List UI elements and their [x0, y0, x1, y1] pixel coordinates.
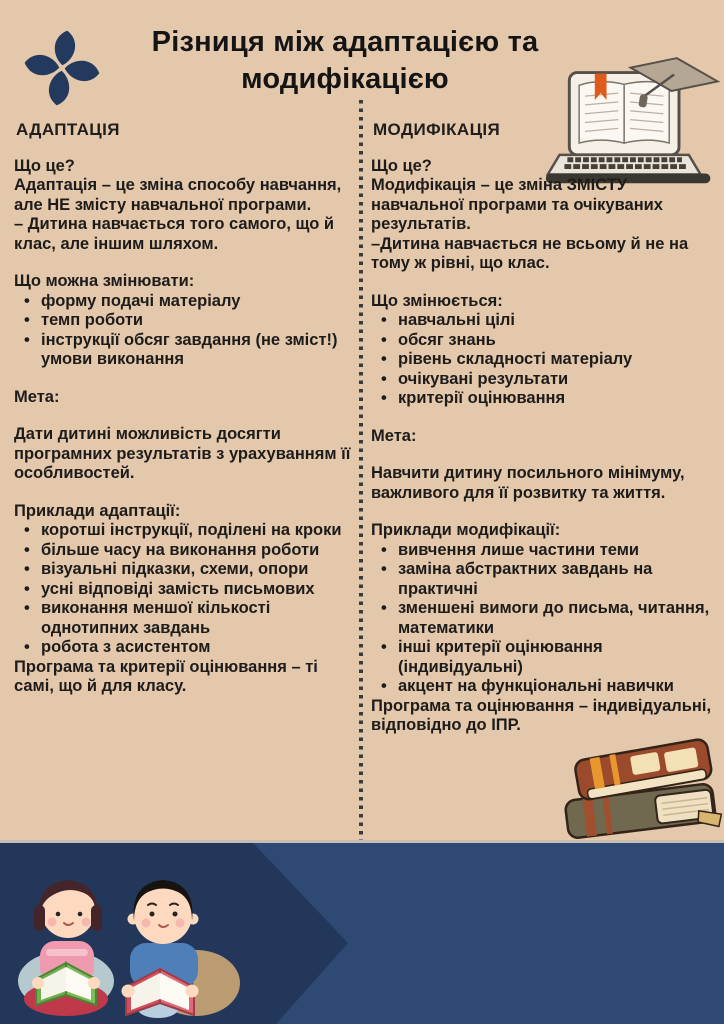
- bullet-item: • акцент на функціональні навички: [379, 677, 718, 697]
- column-adaptation: [14, 120, 354, 697]
- bullet-item: • інші критерії оцінювання (індивідуальні): [379, 638, 718, 677]
- page-title-line2: модифікацією: [241, 63, 449, 95]
- bullet-item: • форму подачі матеріалу: [22, 292, 354, 312]
- bullet-item: • зменшені вимоги до письма, читання, математики: [379, 599, 718, 638]
- text-line: – Дитина навчається того самого, що й клас, але іншим шляхом.: [14, 215, 335, 253]
- text-line: Мета:: [371, 426, 417, 445]
- text-line: Що це?: [371, 156, 432, 175]
- column-divider: [359, 100, 363, 843]
- bullet-item: • робота з асистентом: [22, 638, 354, 658]
- text-line: Що можна змінювати:: [14, 272, 195, 290]
- text-line: Приклади модифікації:: [371, 521, 561, 539]
- spacer: [371, 274, 718, 292]
- spacer: [371, 503, 718, 521]
- column-adaptation-body: [14, 157, 354, 697]
- column-adaptation-header: АДАПТАЦІЯ: [16, 120, 120, 139]
- text-line: Програма та оцінювання – індивідуальні, відповідно до ІПР.: [371, 696, 712, 734]
- text-line: Мета:: [14, 387, 60, 406]
- bullet-item: • заміна абстрактних завдань на практичні: [379, 560, 718, 599]
- bullet-item: • інструкції обсяг завдання (не зміст!) умови виконання: [22, 331, 354, 370]
- bullet-item: • очікувані результати: [379, 370, 718, 390]
- bullet-item: • коротші інструкції, поділені на кроки: [22, 521, 354, 541]
- bullet-list: [14, 521, 354, 658]
- text-line: Що це?: [14, 156, 75, 175]
- text-line: Модифікація – це зміна ЗМІСТУ навчальної програми та очікуваних результатів.: [371, 176, 663, 233]
- page-title: [95, 24, 595, 98]
- bullet-item: • усні відповіді замість письмових: [22, 580, 354, 600]
- bullet-list: [371, 311, 718, 409]
- column-modification: [371, 120, 718, 736]
- spacer: [14, 484, 354, 502]
- text-line: Навчити дитину посильного мінімуму, важливого для її розвитку та життя.: [371, 464, 685, 502]
- text-line: Приклади адаптації:: [14, 501, 181, 520]
- column-modification-body: [371, 157, 718, 736]
- text-line: Адаптація – це зміна способу навчання, але НЕ змісту навчальної програми.: [14, 176, 342, 214]
- bullet-item: • критерії оцінювання: [379, 389, 718, 409]
- spacer: [371, 446, 718, 464]
- books-stack-icon: [560, 738, 722, 842]
- spacer: [14, 407, 354, 425]
- bullet-item: • візуальні підказки, схеми, опори: [22, 560, 354, 580]
- bullet-item: • вивчення лише частини теми: [379, 541, 718, 561]
- spacer: [14, 370, 354, 388]
- text-line: Програма та критерії оцінювання – ті самі, що й для класу.: [14, 657, 318, 695]
- bullet-list: [14, 292, 354, 370]
- bullet-item: • навчальні цілі: [379, 311, 718, 331]
- bullet-list: [371, 541, 718, 697]
- bullet-item: • рівень складності матеріалу: [379, 350, 718, 370]
- bullet-item: • обсяг знань: [379, 331, 718, 351]
- bullet-item: • більше часу на виконання роботи: [22, 541, 354, 561]
- footer-band: [0, 843, 724, 1024]
- spacer: [14, 254, 354, 272]
- text-line: Що змінюється:: [371, 291, 503, 310]
- text-line: –Дитина навчається не всьому й не на тому ж рівні, що клас.: [371, 234, 689, 272]
- column-modification-header: МОДИФІКАЦІЯ: [373, 120, 501, 139]
- bullet-item: • виконання меншої кількості однотипних завдань: [22, 599, 354, 638]
- text-line: Дати дитині можливість досягти програмних результатів з урахуванням її особливостей.: [14, 425, 351, 482]
- bullet-item: • темп роботи: [22, 311, 354, 331]
- spacer: [371, 409, 718, 427]
- page-title-line1: Різниця між адаптацією та: [151, 26, 539, 58]
- children-reading-icon: [8, 853, 246, 1021]
